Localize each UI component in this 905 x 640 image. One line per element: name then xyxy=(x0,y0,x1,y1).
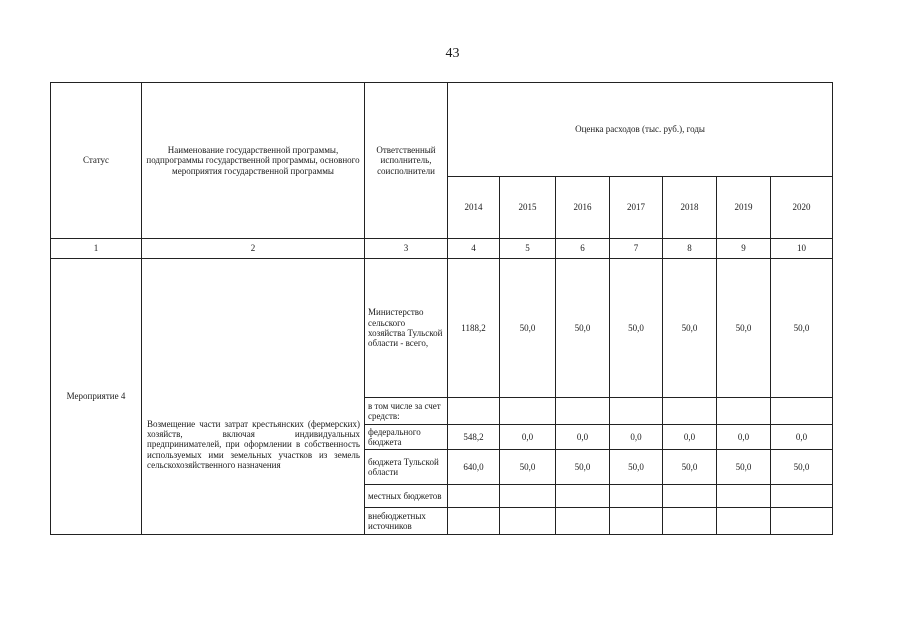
row-value: 50,0 xyxy=(610,259,663,398)
row-value xyxy=(663,485,717,508)
row-value: 0,0 xyxy=(771,425,833,450)
row-value xyxy=(771,508,833,535)
row-value: 0,0 xyxy=(663,425,717,450)
column-number: 1 xyxy=(51,239,142,259)
header-year: 2017 xyxy=(610,177,663,239)
measure-status: Мероприятие 4 xyxy=(51,259,142,535)
row-value xyxy=(556,508,610,535)
row-value: 50,0 xyxy=(556,450,610,485)
column-numbers-row xyxy=(51,239,833,259)
column-number: 10 xyxy=(771,239,833,259)
row-value: 0,0 xyxy=(500,425,556,450)
page-number: 43 xyxy=(445,46,460,61)
row-value: 50,0 xyxy=(610,450,663,485)
column-number: 6 xyxy=(556,239,610,259)
column-number: 2 xyxy=(142,239,365,259)
row-value xyxy=(500,398,556,425)
column-number: 4 xyxy=(448,239,500,259)
row-value xyxy=(663,508,717,535)
header-estimate: Оценка расходов (тыс. руб.), годы xyxy=(448,83,833,177)
header-year: 2020 xyxy=(771,177,833,239)
table-row xyxy=(51,259,833,398)
header-year: 2016 xyxy=(556,177,610,239)
row-value: 50,0 xyxy=(663,450,717,485)
row-label: в том числе за счет средств: xyxy=(365,398,448,425)
row-value xyxy=(771,398,833,425)
row-label: местных бюджетов xyxy=(365,485,448,508)
row-value xyxy=(556,485,610,508)
column-number: 7 xyxy=(610,239,663,259)
row-value xyxy=(771,485,833,508)
row-value: 50,0 xyxy=(500,259,556,398)
row-value: 1188,2 xyxy=(448,259,500,398)
row-label: федерального бюджета xyxy=(365,425,448,450)
row-value xyxy=(610,398,663,425)
row-value xyxy=(556,398,610,425)
header-name: Наименование государственной программы, подпрограммы государственной программы, основного мероприятия государственной программы xyxy=(142,83,365,239)
row-value: 0,0 xyxy=(556,425,610,450)
row-label: Министерство сельского хозяйства Тульской области - всего, xyxy=(365,259,448,398)
row-value: 50,0 xyxy=(500,450,556,485)
row-value: 640,0 xyxy=(448,450,500,485)
row-value: 50,0 xyxy=(717,450,771,485)
row-label: внебюджетных источников xyxy=(365,508,448,535)
row-value xyxy=(663,398,717,425)
row-value: 0,0 xyxy=(610,425,663,450)
column-number: 8 xyxy=(663,239,717,259)
row-value xyxy=(717,508,771,535)
header-row-top xyxy=(51,83,833,177)
header-year: 2014 xyxy=(448,177,500,239)
budget-table xyxy=(50,82,833,535)
row-value xyxy=(500,508,556,535)
measure-name: Возмещение части затрат крестьянских (фермерских) хозяйств, включая индивидуальных предпринимателей, при оформлении в собственность используемых ими земельных участков из земель сельскохозяйственного назначения xyxy=(147,418,360,471)
header-year: 2019 xyxy=(717,177,771,239)
column-number: 5 xyxy=(500,239,556,259)
row-value xyxy=(610,485,663,508)
row-value: 50,0 xyxy=(771,259,833,398)
column-number: 3 xyxy=(365,239,448,259)
row-label: бюджета Тульской области xyxy=(365,450,448,485)
measure-name-cell xyxy=(142,259,365,535)
row-value: 50,0 xyxy=(663,259,717,398)
row-value: 50,0 xyxy=(556,259,610,398)
row-value xyxy=(717,485,771,508)
row-value xyxy=(448,398,500,425)
row-value xyxy=(610,508,663,535)
row-value xyxy=(448,508,500,535)
row-value xyxy=(448,485,500,508)
row-value: 50,0 xyxy=(717,259,771,398)
column-number: 9 xyxy=(717,239,771,259)
row-value: 50,0 xyxy=(771,450,833,485)
header-responsible: Ответственный исполнитель, соисполнители xyxy=(365,83,448,239)
row-value xyxy=(500,485,556,508)
header-year: 2015 xyxy=(500,177,556,239)
row-value xyxy=(717,398,771,425)
row-value: 0,0 xyxy=(717,425,771,450)
header-year: 2018 xyxy=(663,177,717,239)
header-status: Статус xyxy=(51,83,142,239)
row-value: 548,2 xyxy=(448,425,500,450)
